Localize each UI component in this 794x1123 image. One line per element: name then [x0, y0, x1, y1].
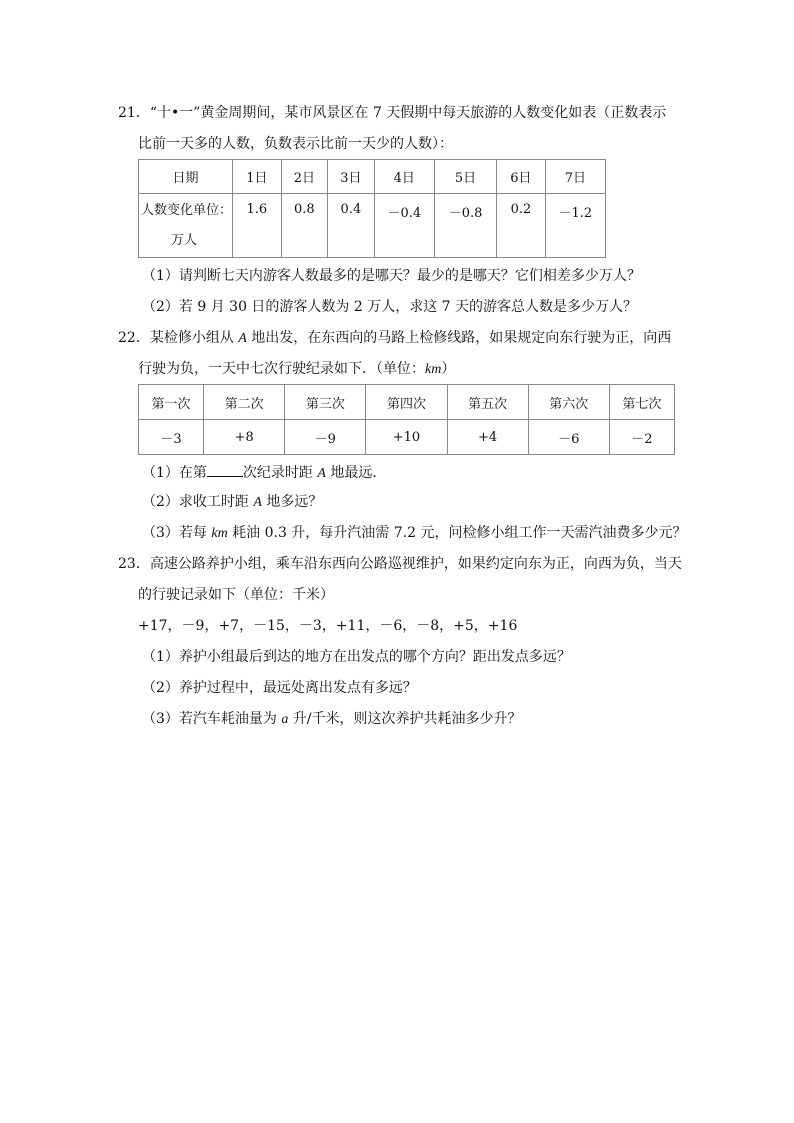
q22-table-value-row: [139, 420, 675, 455]
q22-header-6: 第六次: [528, 385, 609, 420]
q22-value-7: －2: [609, 420, 674, 455]
q21-table-value-row: [139, 194, 606, 258]
q21-value-1: 1.6: [233, 194, 282, 258]
q21-row-label-1: 人数变化单位：: [141, 202, 233, 218]
q23-sub1: （1）养护小组最后到达的地方在出发点的哪个方向？距出发点多远？: [142, 649, 571, 665]
q22-number: 22．: [118, 330, 150, 346]
q21-line2: 比前一天多的人数，负数表示比前一天少的人数）：: [138, 136, 453, 152]
q22-header-2: 第二次: [204, 385, 285, 420]
q21-value-2: 0.8: [281, 194, 328, 258]
q23-records: +17，－9，+7，－15，－3，+11，－6，－8，+5，+16: [138, 618, 518, 634]
q23-text-line1: 高速公路养护小组，乘车沿东西向公路巡视维护，如果约定向东为正，向西为负，当天: [149, 556, 682, 572]
q22-answer-blank[interactable]: [207, 462, 243, 477]
q21-table: [138, 159, 606, 258]
q22-header-7: 第七次: [609, 385, 674, 420]
q22-var-a: A: [238, 331, 247, 346]
q22-header-1: 第一次: [139, 385, 204, 420]
q21-value-4: －0.4: [374, 194, 434, 258]
q22-sub1-var-a: A: [317, 466, 326, 481]
q22-header-3: 第三次: [285, 385, 366, 420]
q21-number: 21．: [118, 105, 150, 121]
q22-value-2: +8: [204, 420, 285, 455]
q22-sub3-a: （3）若每: [142, 525, 212, 541]
q22-sub2-var-a: A: [253, 495, 262, 510]
q21-day-4: 4日: [374, 160, 434, 194]
q21-line1: [118, 103, 666, 123]
q21-value-7: －1.2: [545, 194, 605, 258]
q22-header-5: 第五次: [447, 385, 528, 420]
q22-sub2-a: （2）求收工时距: [142, 494, 254, 510]
q21-day-7: 7日: [545, 160, 605, 194]
q22-sub2-b: 地多远？: [261, 494, 323, 510]
q22-sub3-b: 耗油 0.3 升，每升汽油需 7.2 元，问检修小组工作一天需汽油费多少元？: [227, 525, 687, 541]
q21-value-5: －0.8: [434, 194, 496, 258]
q21-row-label-2: 万人: [171, 232, 198, 248]
q22-line1-a: 某检修小组从: [149, 330, 239, 346]
q23-sub3-var-a: a: [281, 712, 289, 727]
q22-table: [138, 384, 675, 455]
q22-value-5: +4: [447, 420, 528, 455]
q23-sub3: [142, 709, 522, 730]
q21-header-label: 日期: [139, 160, 233, 194]
q22-line2-a: 行驶为负，一天中七次行驶纪录如下．（单位：: [138, 361, 425, 377]
q21-sub1: （1）请判断七天内游客人数最多的是哪天？最少的是哪天？它们相差多少万人？: [142, 268, 641, 284]
q21-text-line1: “十•一”黄金周期间，某市风景区在 7 天假期中每天旅游的人数变化如表（正数表示: [149, 105, 667, 121]
q22-sub1-a: （1）在第: [142, 465, 207, 481]
q21-value-6: 0.2: [497, 194, 546, 258]
q21-day-2: 2日: [281, 160, 328, 194]
q21-day-1: 1日: [233, 160, 282, 194]
q23-line2: 的行驶记录如下（单位：千米）: [138, 587, 334, 603]
q22-line2: [138, 359, 455, 380]
q22-sub1: [142, 462, 386, 484]
q23-number: 23．: [118, 556, 150, 572]
q22-value-4: +10: [366, 420, 447, 455]
q22-header-4: 第四次: [366, 385, 447, 420]
q23-line1: [118, 554, 682, 574]
q22-line2-b: ）: [441, 361, 456, 377]
q21-sub2: （2）若 9 月 30 日的游客人数为 2 万人，求这 7 天的游客总人数是多少万人？: [142, 299, 638, 315]
q22-sub1-c: 地最远．: [325, 465, 387, 481]
q21-day-6: 6日: [497, 160, 546, 194]
q22-unit-km: km: [425, 362, 442, 377]
q22-value-3: －9: [285, 420, 366, 455]
q22-sub3: [142, 523, 686, 544]
q22-value-1: －3: [139, 420, 204, 455]
q21-day-3: 3日: [328, 160, 375, 194]
q21-row-label: [139, 194, 233, 258]
q21-value-3: 0.4: [328, 194, 375, 258]
q21-day-5: 5日: [434, 160, 496, 194]
q22-sub1-b: 次纪录时距: [242, 465, 318, 481]
q22-value-6: －6: [528, 420, 609, 455]
q22-sub2: [142, 492, 322, 513]
q22-table-header-row: [139, 385, 675, 420]
q23-sub2: （2）养护过程中，最远处离出发点有多远？: [142, 680, 417, 696]
q22-line1-b: 地出发，在东西向的马路上检修线路，如果规定向东行驶为正，向西: [246, 330, 672, 346]
q23-sub3-b: 升/千米，则这次养护共耗油多少升？: [288, 711, 522, 727]
q21-table-header-row: [139, 160, 606, 194]
q22-line1: [118, 328, 671, 349]
q23-sub3-a: （3）若汽车耗油量为: [142, 711, 282, 727]
q22-sub3-unit-km: km: [211, 526, 228, 541]
